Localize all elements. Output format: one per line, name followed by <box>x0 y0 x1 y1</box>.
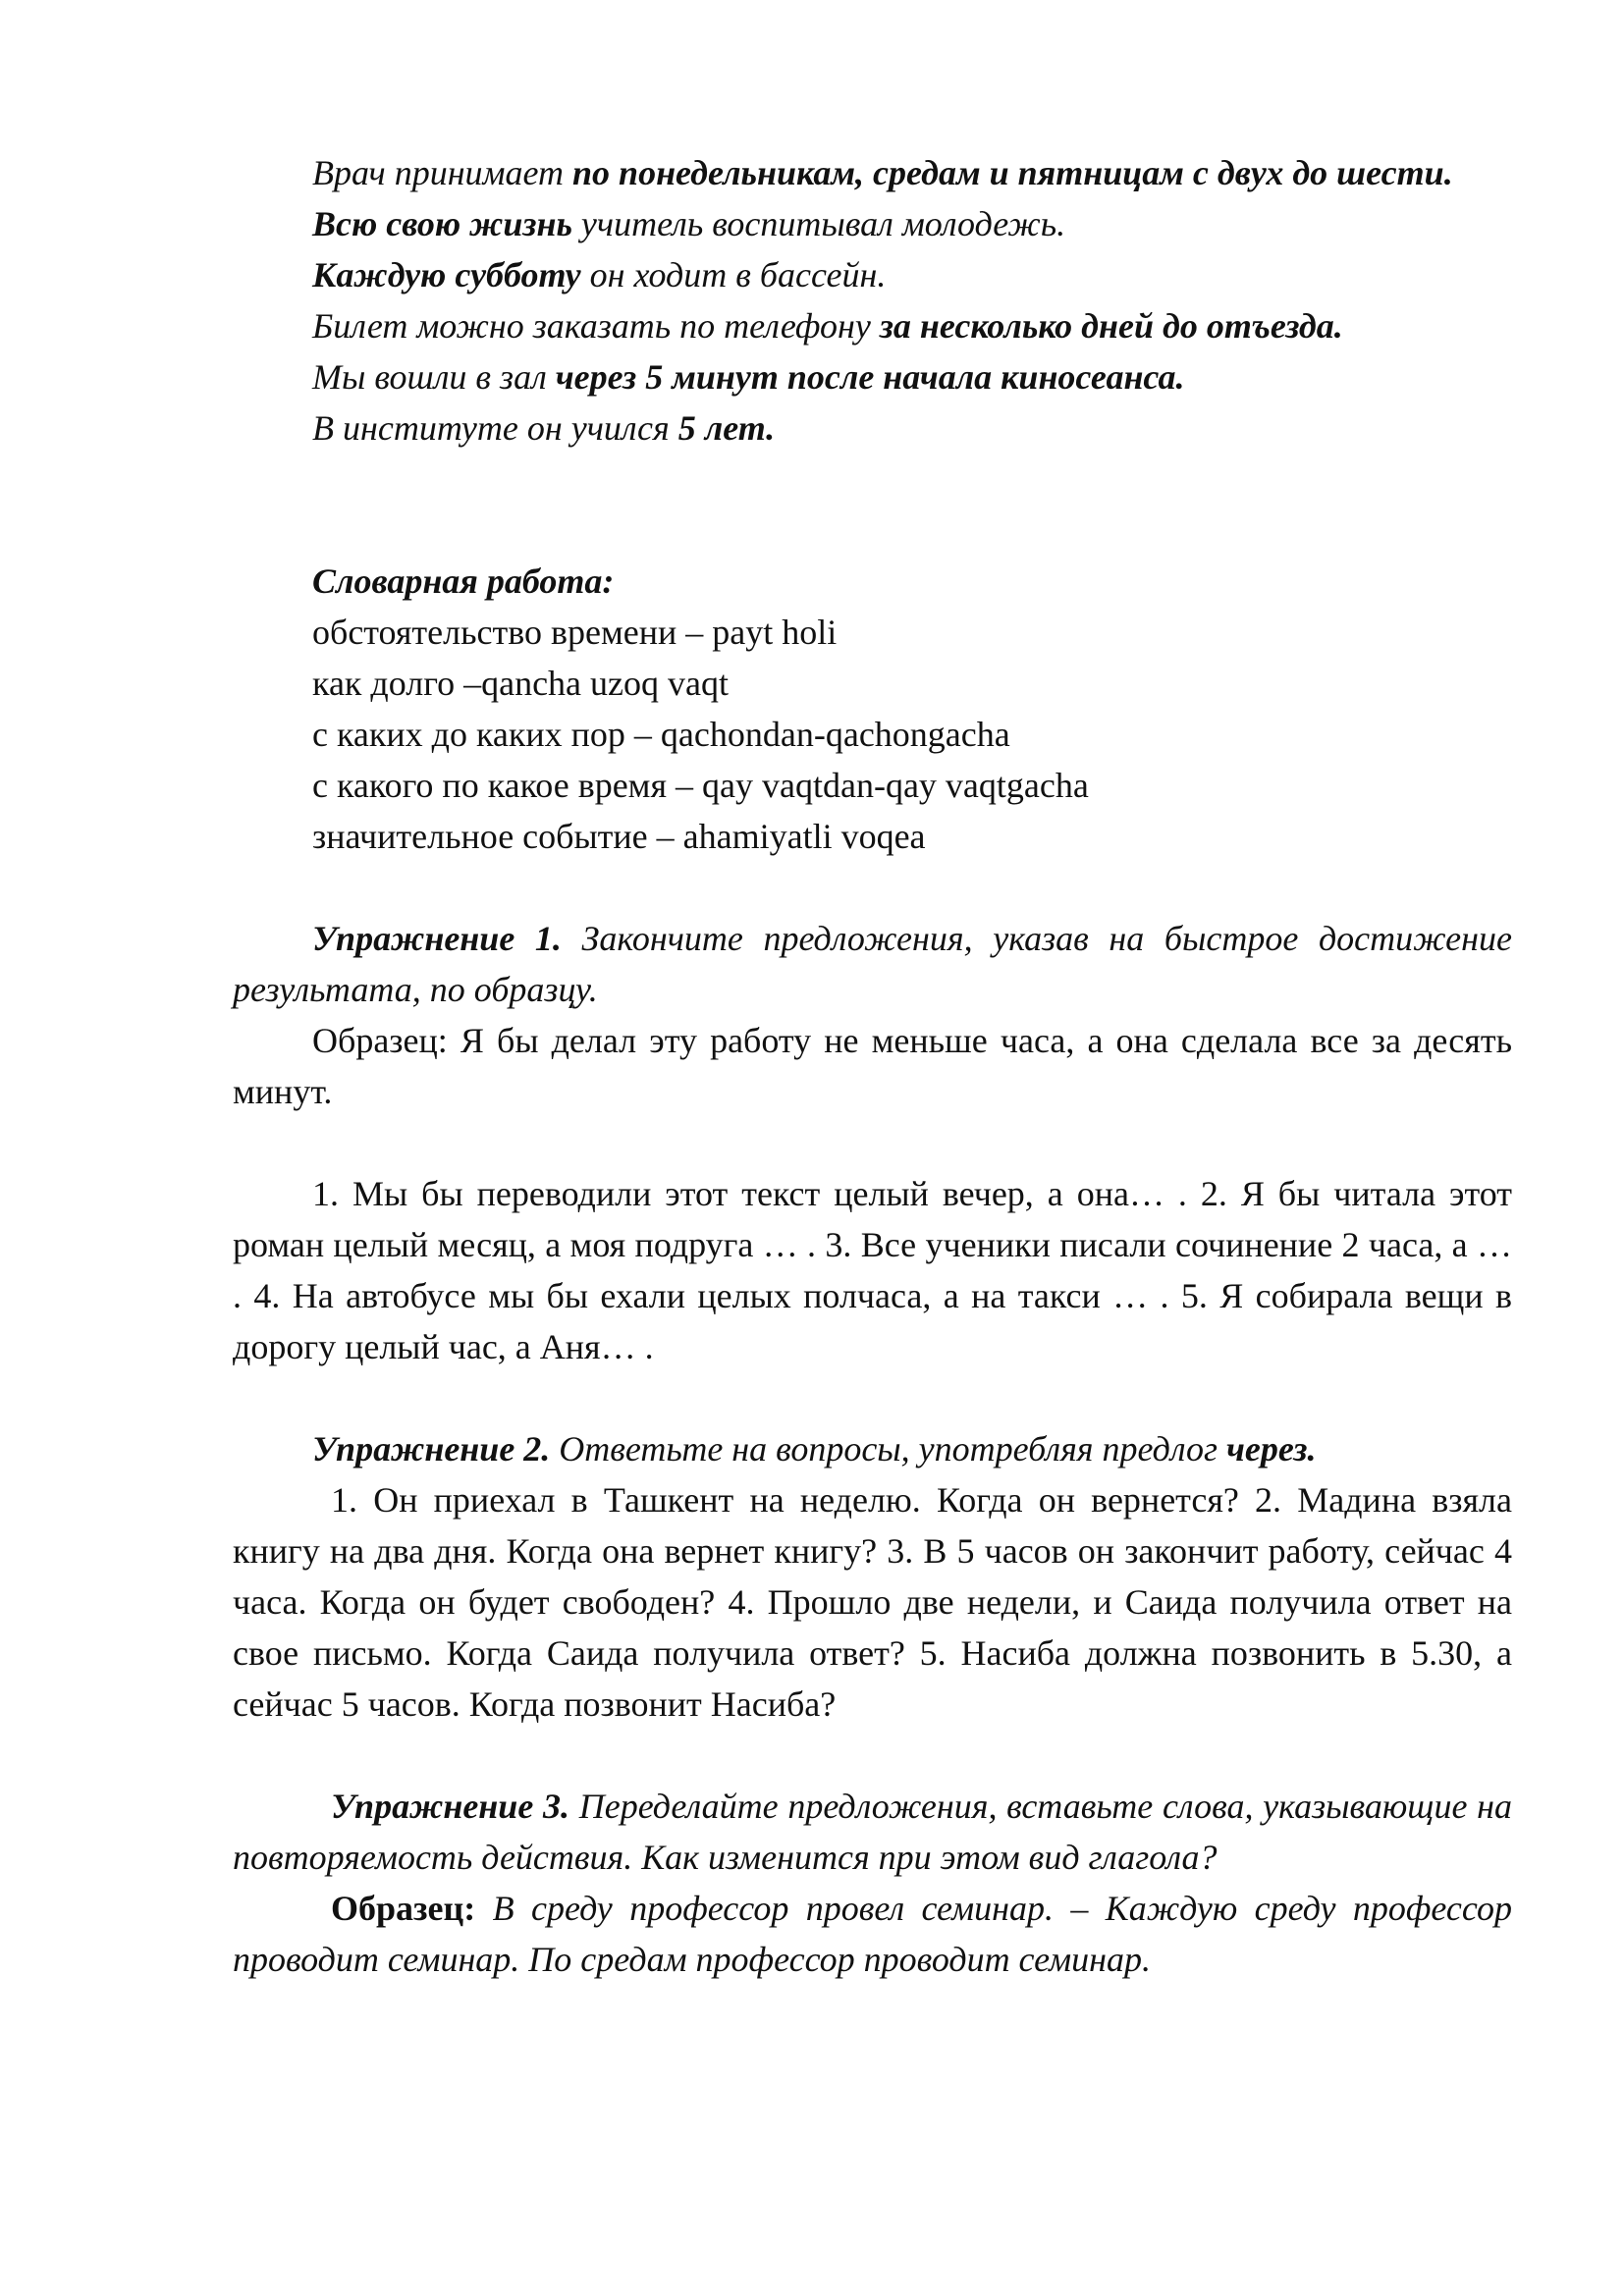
spacer <box>233 454 1512 556</box>
example-punct: . <box>766 408 776 448</box>
vocabulary-item: обстоятельство времени – payt holi <box>312 613 838 652</box>
exercise-1-body: 1. Мы бы переводили этот текст целый вечер, а она… . 2. Я бы читала этот роман целый месяц, а моя подруга … . 3. Все ученики писали сочинение 2 часа, а … . 4. На автобусе мы бы ехали целых полчаса, а на такси … . 5. Я собирала вещи в дорогу целый час, а Аня… . <box>233 1174 1512 1366</box>
example-text: Мы вошли в зал <box>312 357 556 397</box>
exercise-2-keyword: через. <box>1226 1429 1317 1468</box>
spacer <box>233 1372 1512 1423</box>
vocabulary-item: значительное событие – ahamiyatli voqea <box>312 817 926 856</box>
example-highlight: через 5 минут после начала киносеанса <box>555 357 1176 397</box>
example-text: он ходит в бассейн. <box>580 255 887 294</box>
exercise-2-text: Ответьте на вопросы, употребляя предлог <box>550 1429 1227 1468</box>
exercise-1-label: Упражнение 1. <box>312 919 562 958</box>
example-sentence <box>233 198 1512 249</box>
example-sentence <box>233 147 1512 198</box>
spacer <box>233 1730 1512 1781</box>
exercise-1-sample: Образец: Я бы делал эту работу не меньше часа, а она сделала все за десять минут. <box>233 1021 1512 1111</box>
vocabulary-item: с какого по какое время – qay vaqtdan-qay vaqtgacha <box>312 766 1089 805</box>
exercise-3-sample-text: В среду профессор провел семинар. – Каждую среду профессор проводит семинар. По средам профессор проводит семинар. <box>233 1889 1512 1979</box>
vocabulary-title: Словарная работа: <box>312 561 615 601</box>
example-sentence <box>233 402 1512 454</box>
exercise-2-label: Упражнение 2. <box>312 1429 551 1468</box>
example-highlight: Каждую субботу <box>312 255 581 294</box>
example-punct: . <box>1175 357 1185 397</box>
example-highlight: по понедельникам, средам и пятницам с двух до шести <box>572 153 1444 192</box>
example-text: В институте он учился <box>312 408 678 448</box>
example-highlight: за несколько дней до отъезда <box>879 306 1334 346</box>
exercise-1-text: Закончите предложения, указав на быстрое достижение результата, по образцу. <box>233 919 1512 1009</box>
example-punct: . <box>1333 306 1343 346</box>
example-sentence <box>233 351 1512 402</box>
exercise-2-body: 1. Он приехал в Ташкент на неделю. Когда он вернется? 2. Мадина взяла книгу на два дня. Когда она вернет книгу? 3. В 5 часов он закончит работу, сейчас 4 часа. Когда он будет свободен? 4. Прошло две недели, и Саида получила ответ на свое письмо. Когда Саида получила ответ? 5. Насиба должна позвонить в 5.30, а сейчас 5 часов. Когда позвонит Насиба? <box>233 1480 1512 1724</box>
example-text: Билет можно заказать по телефону <box>312 306 880 346</box>
example-text: учитель воспитывал молодежь. <box>571 204 1066 243</box>
exercise-3-instruction <box>233 1781 1512 1883</box>
exercise-3-text: Переделайте предложения, вставьте слова, указывающие на повторяемость действия. Как изменится при этом вид глагола? <box>233 1787 1512 1877</box>
exercise-3-sample-label: Образец: <box>331 1889 476 1928</box>
exercise-3-label: Упражнение 3. <box>331 1787 570 1826</box>
example-highlight: Всю свою жизнь <box>312 204 572 243</box>
vocabulary-item: с каких до каких пор – qachondan-qachongacha <box>312 715 1010 754</box>
example-text: Врач принимает <box>312 153 573 192</box>
exercise-2-instruction <box>233 1423 1512 1474</box>
exercise-1-instruction <box>233 913 1512 1015</box>
example-sentence <box>233 300 1512 351</box>
example-sentence <box>233 249 1512 300</box>
example-punct: . <box>1443 153 1453 192</box>
exercise-3-sample <box>233 1883 1512 1985</box>
spacer <box>233 1117 1512 1168</box>
document-page <box>233 147 1512 1985</box>
example-highlight: 5 лет <box>677 408 767 448</box>
vocabulary-item: как долго –qancha uzoq vaqt <box>312 664 729 703</box>
spacer <box>233 862 1512 913</box>
